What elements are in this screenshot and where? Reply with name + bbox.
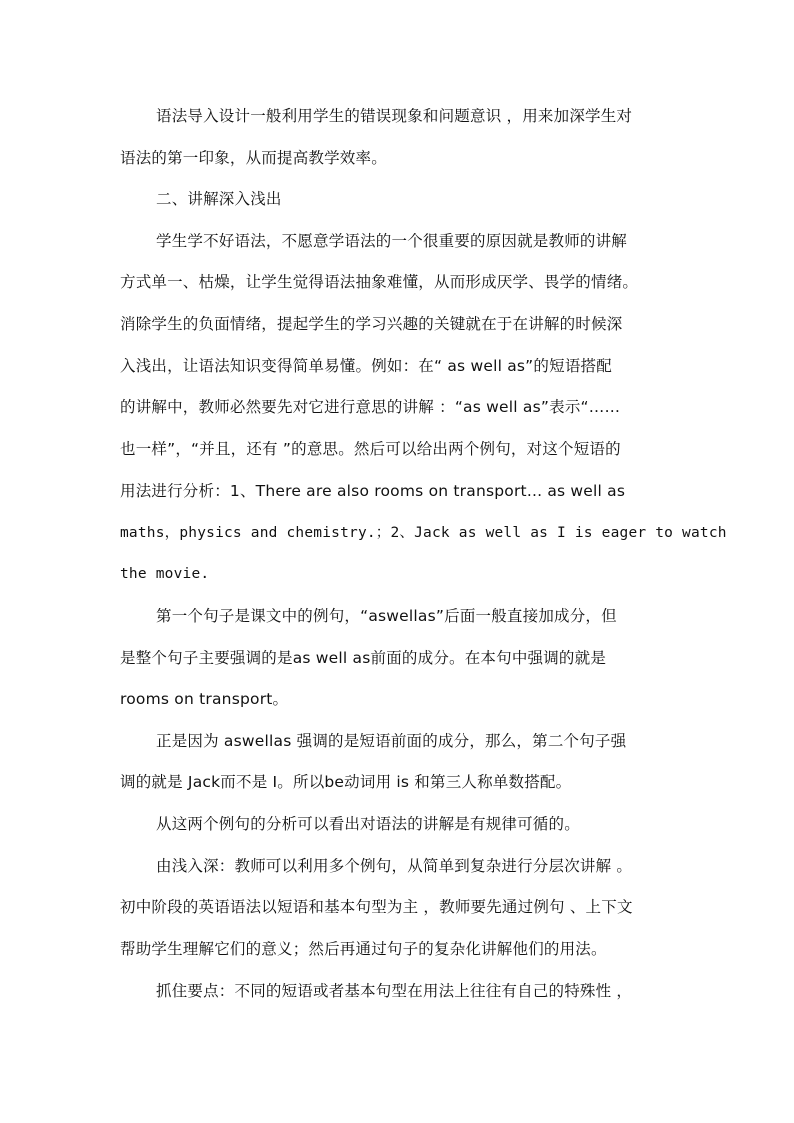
paragraph-line: 抓住要点：不同的短语或者基本句型在用法上往往有自己的特殊性 ， (156, 982, 633, 1000)
paragraph-line: 调的就是 Jack而不是 I。所以be动词用 is 和第三人称单数搭配。 (120, 773, 572, 791)
section-heading: 二、讲解深入浅出 (156, 190, 282, 208)
paragraph-line: 方式单一、枯燥，让学生觉得语法抽象难懂，从而形成厌学、畏学的情绪。 (120, 273, 639, 291)
paragraph-line: 入浅出，让语法知识变得简单易懂。例如：在“ as well as”的短语搭配 (120, 357, 612, 375)
paragraph-line: 学生学不好语法，不愿意学语法的一个很重要的原因就是教师的讲解 (156, 232, 628, 250)
paragraph-line: 正是因为 aswellas 强调的是短语前面的成分，那么，第二个句子强 (156, 732, 627, 750)
paragraph-line: 语法的第一印象，从而提高教学效率。 (120, 149, 387, 167)
paragraph-line: 由浅入深：教师可以利用多个例句，从简单到复杂进行分层次讲解 。 (156, 857, 633, 875)
paragraph-line: the movie. (120, 566, 210, 582)
paragraph-line: 从这两个例句的分析可以看出对语法的讲解是有规律可循的。 (156, 815, 580, 833)
paragraph-line: 第一个句子是课文中的例句，“aswellas”后面一般直接加成分，但 (156, 607, 617, 625)
paragraph-line: 语法导入设计一般利用学生的错误现象和问题意识 ，用来加深学生对 (156, 107, 633, 125)
paragraph-line: 帮助学生理解它们的意义；然后再通过句子的复杂化讲解他们的用法。 (120, 940, 607, 958)
paragraph-line: 用法进行分析：1、There are also rooms on transport... as well as (120, 482, 626, 500)
paragraph-line: 也一样”，“并且，还有 ”的意思。然后可以给出两个例句，对这个短语的 (120, 440, 621, 458)
paragraph-line: rooms on transport。 (120, 690, 289, 708)
paragraph-line: 消除学生的负面情绪，提起学生的学习兴趣的关键就在于在讲解的时候深 (120, 315, 623, 333)
paragraph-line: 初中阶段的英语语法以短语和基本句型为主 ，教师要先通过例句 、上下文 (120, 898, 633, 916)
paragraph-line: 是整个句子主要强调的是as well as前面的成分。在本句中强调的就是 (120, 649, 607, 667)
paragraph-line: maths，physics and chemistry.；2、Jack as well as I is eager to watch (120, 525, 727, 541)
paragraph-line: 的讲解中，教师必然要先对它进行意思的讲解 ：“as well as”表示“…… (120, 398, 621, 416)
